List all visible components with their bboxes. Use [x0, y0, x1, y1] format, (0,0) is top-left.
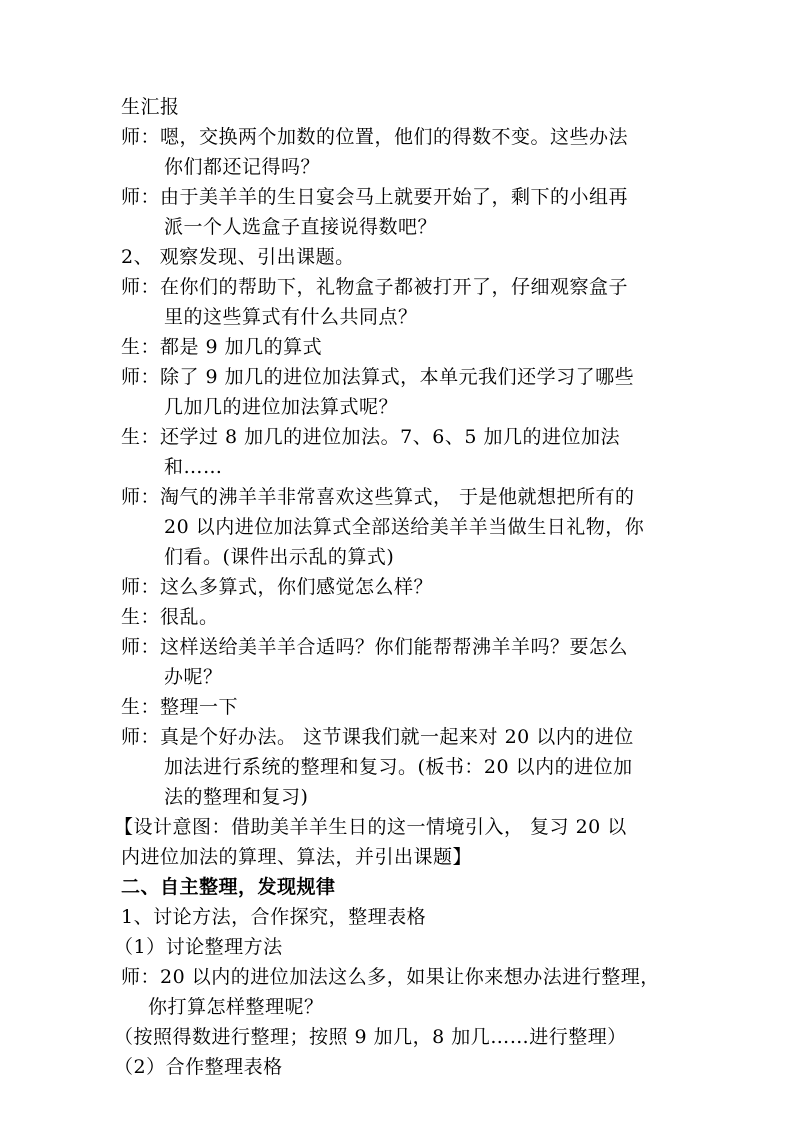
text-line: 办呢？ — [164, 666, 223, 688]
section-heading: 2、 观察发现、引出课题。 — [121, 246, 355, 268]
text-line: 生：都是 9 加几的算式 — [121, 336, 323, 358]
design-intent-note: 内进位加法的算理、算法，并引出课题】 — [121, 846, 473, 868]
text-line: 生：整理一下 — [121, 696, 239, 718]
text-line: 生：还学过 8 加几的进位加法。7、6、5 加几的进位加法 — [121, 426, 620, 448]
text-line: 们看。(课件出示乱的算式) — [164, 546, 395, 568]
section-heading: 二、自主整理，发现规律 — [121, 876, 336, 898]
text-line: 师：除了 9 加几的进位加法算式，本单元我们还学习了哪些 — [121, 366, 635, 388]
text-line: 几加几的进位加法算式呢？ — [164, 396, 399, 418]
text-line: 和…… — [164, 456, 223, 478]
text-line: 生汇报 — [121, 96, 180, 118]
subsection-heading: （1）讨论整理方法 — [114, 936, 283, 958]
text-line: 师：由于美羊羊的生日宴会马上就要开始了，剩下的小组再 — [121, 186, 629, 208]
text-line: 师：在你们的帮助下，礼物盒子都被打开了，仔细观察盒子 — [121, 276, 629, 298]
text-line: 师：20 以内的进位加法这么多，如果让你来想办法进行整理， — [121, 966, 660, 988]
text-line: 生：很乱。 — [121, 606, 219, 628]
text-line: 加法进行系统的整理和复习。(板书：20 以内的进位加 — [164, 756, 633, 778]
text-line: 师：这样送给美羊羊合适吗？你们能帮帮沸羊羊吗？要怎么 — [121, 636, 629, 658]
subsection-heading: （2）合作整理表格 — [114, 1056, 283, 1078]
text-line: 派一个人选盒子直接说得数吧？ — [164, 216, 438, 238]
text-line: 师：这么多算式，你们感觉怎么样？ — [121, 576, 434, 598]
text-line: 你打算怎样整理呢？ — [148, 996, 324, 1018]
text-line: 师：真是个好办法。 这节课我们就一起来对 20 以内的进位 — [121, 726, 634, 748]
text-line: 你们都还记得吗？ — [164, 156, 321, 178]
text-line: 20 以内进位加法算式全部送给美羊羊当做生日礼物，你 — [164, 516, 645, 538]
design-intent-note: 【设计意图：借助美羊羊生日的这一情境引入， 复习 20 以 — [114, 816, 627, 838]
text-line: 里的这些算式有什么共同点？ — [164, 306, 418, 328]
text-line: 法的整理和复习) — [164, 786, 309, 808]
text-line: 师：嗯，交换两个加数的位置，他们的得数不变。这些办法 — [121, 126, 629, 148]
text-line: （按照得数进行整理；按照 9 加几，8 加几……进行整理） — [114, 1026, 627, 1048]
subsection-heading: 1、讨论方法，合作探究，整理表格 — [121, 906, 427, 928]
text-line: 师：淘气的沸羊羊非常喜欢这些算式， 于是他就想把所有的 — [121, 486, 635, 508]
